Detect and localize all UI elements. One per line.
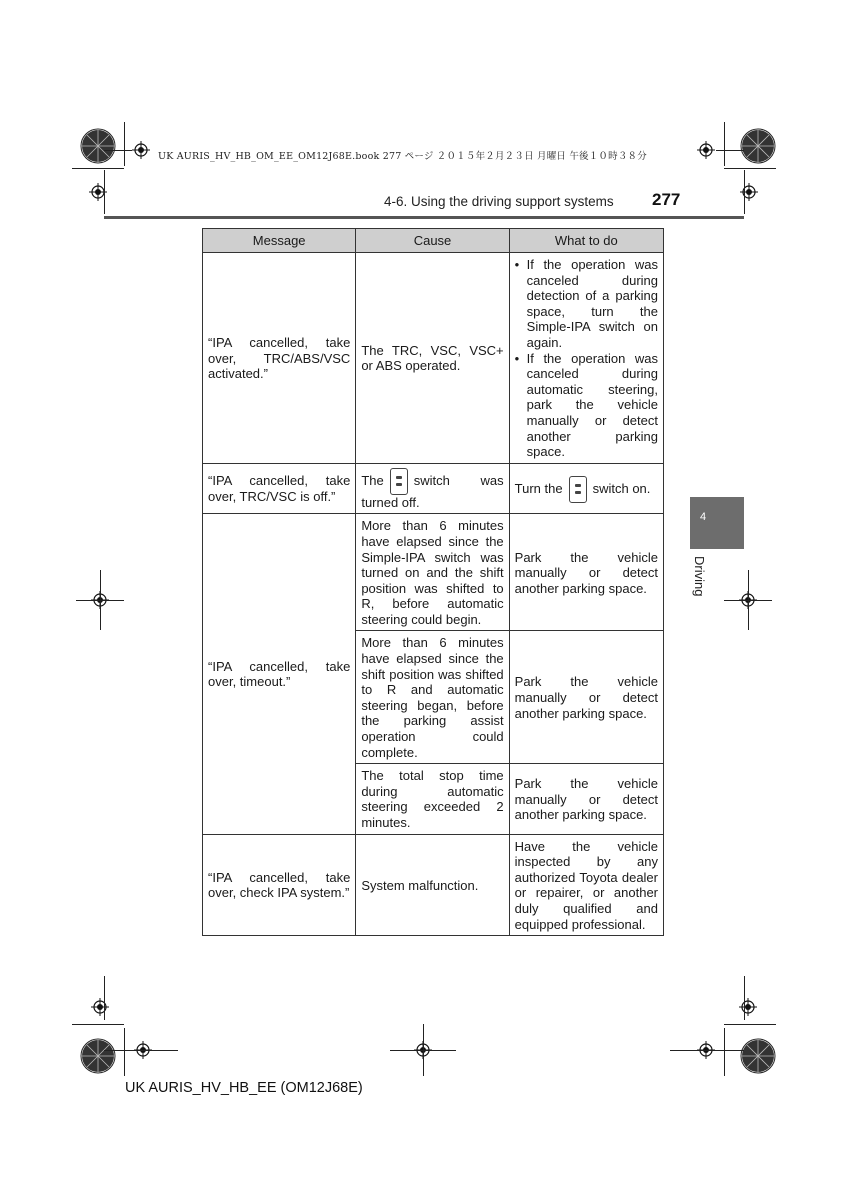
bullet-item: • If the operation was canceled during automatic steering, park the vehicle manually or detect another parking space. — [514, 350, 658, 460]
registration-target-icon — [738, 126, 778, 166]
registration-target-icon — [78, 1036, 118, 1076]
action-cell: Turn the switch on. — [509, 463, 663, 514]
column-header: Message — [203, 229, 356, 253]
vsc-off-switch-icon — [390, 468, 408, 495]
message-cell: “IPA cancelled, take over, TRC/VSC is off.” — [203, 463, 356, 514]
message-cell: “IPA cancelled, take over, TRC/ABS/VSC activated.” — [203, 253, 356, 464]
message-cell: “IPA cancelled, take over, timeout.” — [203, 514, 356, 834]
header-rule — [104, 216, 744, 219]
section-title: 4-6. Using the driving support systems — [384, 194, 614, 209]
page-number: 277 — [652, 190, 681, 209]
action-cell: Park the vehicle manually or detect another parking space. — [509, 764, 663, 834]
cause-cell: The switch was turned off. — [356, 463, 509, 514]
crosshair-icon — [91, 998, 109, 1016]
table-row — [203, 834, 664, 936]
action-cell — [509, 253, 663, 464]
crosshair-icon — [132, 141, 150, 159]
print-info-line: UK AURIS_HV_HB_OM_EE_OM12J68E.book 277 ページ ２０１５年２月２３日 月曜日 午後１０時３８分 — [158, 151, 647, 162]
registration-target-icon — [78, 126, 118, 166]
cause-cell: The total stop time during automatic steering exceeded 2 minutes. — [356, 764, 509, 834]
registration-target-icon — [738, 1036, 778, 1076]
action-cell: Have the vehicle inspected by any authorized Toyota dealer or repairer, or another duly qualified and equipped professional. — [509, 834, 663, 936]
crosshair-icon — [740, 183, 758, 201]
action-cell: Park the vehicle manually or detect another parking space. — [509, 514, 663, 631]
table-row — [203, 463, 664, 514]
message-cell: “IPA cancelled, take over, check IPA system.” — [203, 834, 356, 936]
column-header: Cause — [356, 229, 509, 253]
cause-cell: The TRC, VSC, VSC+ or ABS operated. — [356, 253, 509, 464]
cause-cell: System malfunction. — [356, 834, 509, 936]
chapter-label: Driving — [692, 556, 707, 597]
action-cell: Park the vehicle manually or detect another parking space. — [509, 631, 663, 764]
table-row — [203, 253, 664, 464]
footer-model-code: UK AURIS_HV_HB_EE (OM12J68E) — [125, 1080, 363, 1096]
crosshair-icon — [697, 141, 715, 159]
column-header: What to do — [509, 229, 663, 253]
bullet-item: • If the operation was canceled during detection of a parking space, turn the Simple-IPA switch on again. — [514, 257, 658, 350]
chapter-tab — [690, 497, 744, 549]
table-header-row — [203, 229, 664, 253]
cause-cell: More than 6 minutes have elapsed since the shift position was shifted to R and automatic steering began, before the parking assist operation could complete. — [356, 631, 509, 764]
vsc-off-switch-icon — [569, 476, 587, 503]
cause-cell: More than 6 minutes have elapsed since the Simple-IPA switch was turned on and the shift position was shifted to R, before automatic steering could begin. — [356, 514, 509, 631]
message-table — [202, 228, 664, 936]
crosshair-icon — [739, 998, 757, 1016]
chapter-number: 4 — [700, 511, 707, 523]
table-row — [203, 514, 664, 631]
